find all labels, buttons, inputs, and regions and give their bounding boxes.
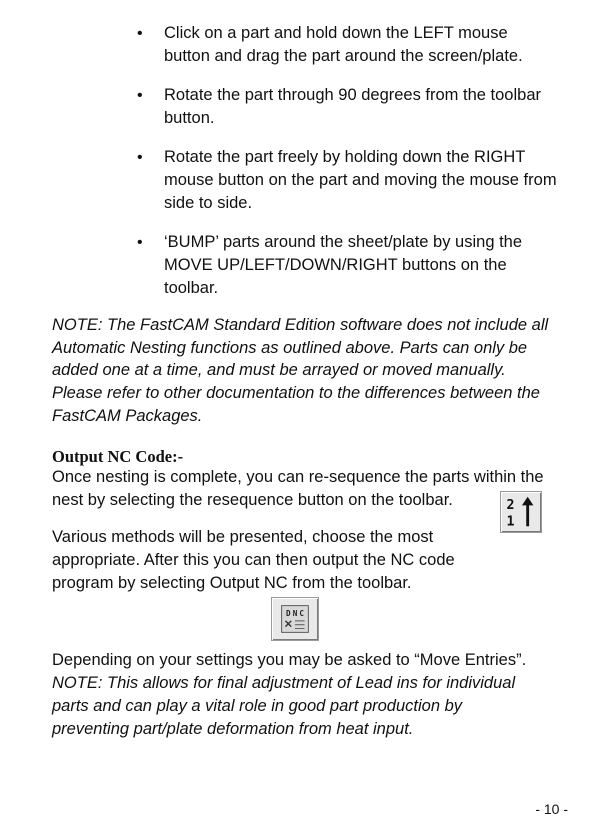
output-nc-glyph-d: D xyxy=(286,609,291,619)
output-nc-glyph-c: C xyxy=(299,609,304,619)
move-entries-paragraph xyxy=(52,649,542,741)
output-nc-icon[interactable] xyxy=(271,597,319,641)
bullet-marker: • xyxy=(137,234,143,251)
output-nc-glyph-n: N xyxy=(292,609,298,619)
resequence-arrow-head xyxy=(522,497,533,506)
bullet-text: ‘BUMP’ parts around the sheet/plate by using the MOVE UP/LEFT/DOWN/RIGHT buttons on the toolbar. xyxy=(164,233,523,297)
page-number: - 10 - xyxy=(535,801,568,817)
bullet-text: Rotate the part through 90 degrees from the toolbar button. xyxy=(164,86,541,127)
resequence-glyph-2: 2 xyxy=(506,498,515,514)
resequence-paragraph: Once nesting is complete, you can re-sequence the parts within the nest by selecting the resequence button on the toolbar. xyxy=(52,468,544,509)
bullet-marker: • xyxy=(137,87,143,104)
output-nc-paragraph: Various methods will be presented, choose the most appropriate. After this you can then output the NC code program by selecting Output NC from the toolbar. xyxy=(52,528,455,592)
resequence-icon[interactable] xyxy=(500,491,542,533)
bullet-item-bump-parts xyxy=(137,231,557,300)
move-entries-text: Depending on your settings you may be asked to “Move Entries”. xyxy=(52,651,527,669)
bullet-marker: • xyxy=(137,25,143,42)
lead-ins-note: NOTE: This allows for final adjustment of Lead ins for individual parts and can play a vital role in good part production by preventing part/plate deformation from heat input. xyxy=(52,674,516,738)
standard-edition-note: NOTE: The FastCAM Standard Edition software does not include all Automatic Nesting functions as outlined above. Parts can only be added one at a time, and must be arrayed or moved manually. Please refer to other documentation to the differences between the FastCAM Packages. xyxy=(52,316,549,425)
output-nc-heading: Output NC Code:- xyxy=(52,447,184,466)
bullet-item-drag-part xyxy=(137,22,557,68)
bullet-marker: • xyxy=(137,149,143,166)
output-nc-icon-graphic xyxy=(272,598,318,640)
bullet-item-rotate-freely xyxy=(137,146,557,215)
resequence-icon-graphic xyxy=(501,492,541,532)
resequence-glyph-1: 1 xyxy=(506,514,515,530)
bullet-item-rotate-90 xyxy=(137,84,557,130)
bullet-text: Rotate the part freely by holding down the RIGHT mouse button on the part and moving the mouse from side to side. xyxy=(164,148,557,212)
bullet-text: Click on a part and hold down the LEFT mouse button and drag the part around the screen/plate. xyxy=(164,24,523,65)
bullet-list xyxy=(137,22,557,316)
